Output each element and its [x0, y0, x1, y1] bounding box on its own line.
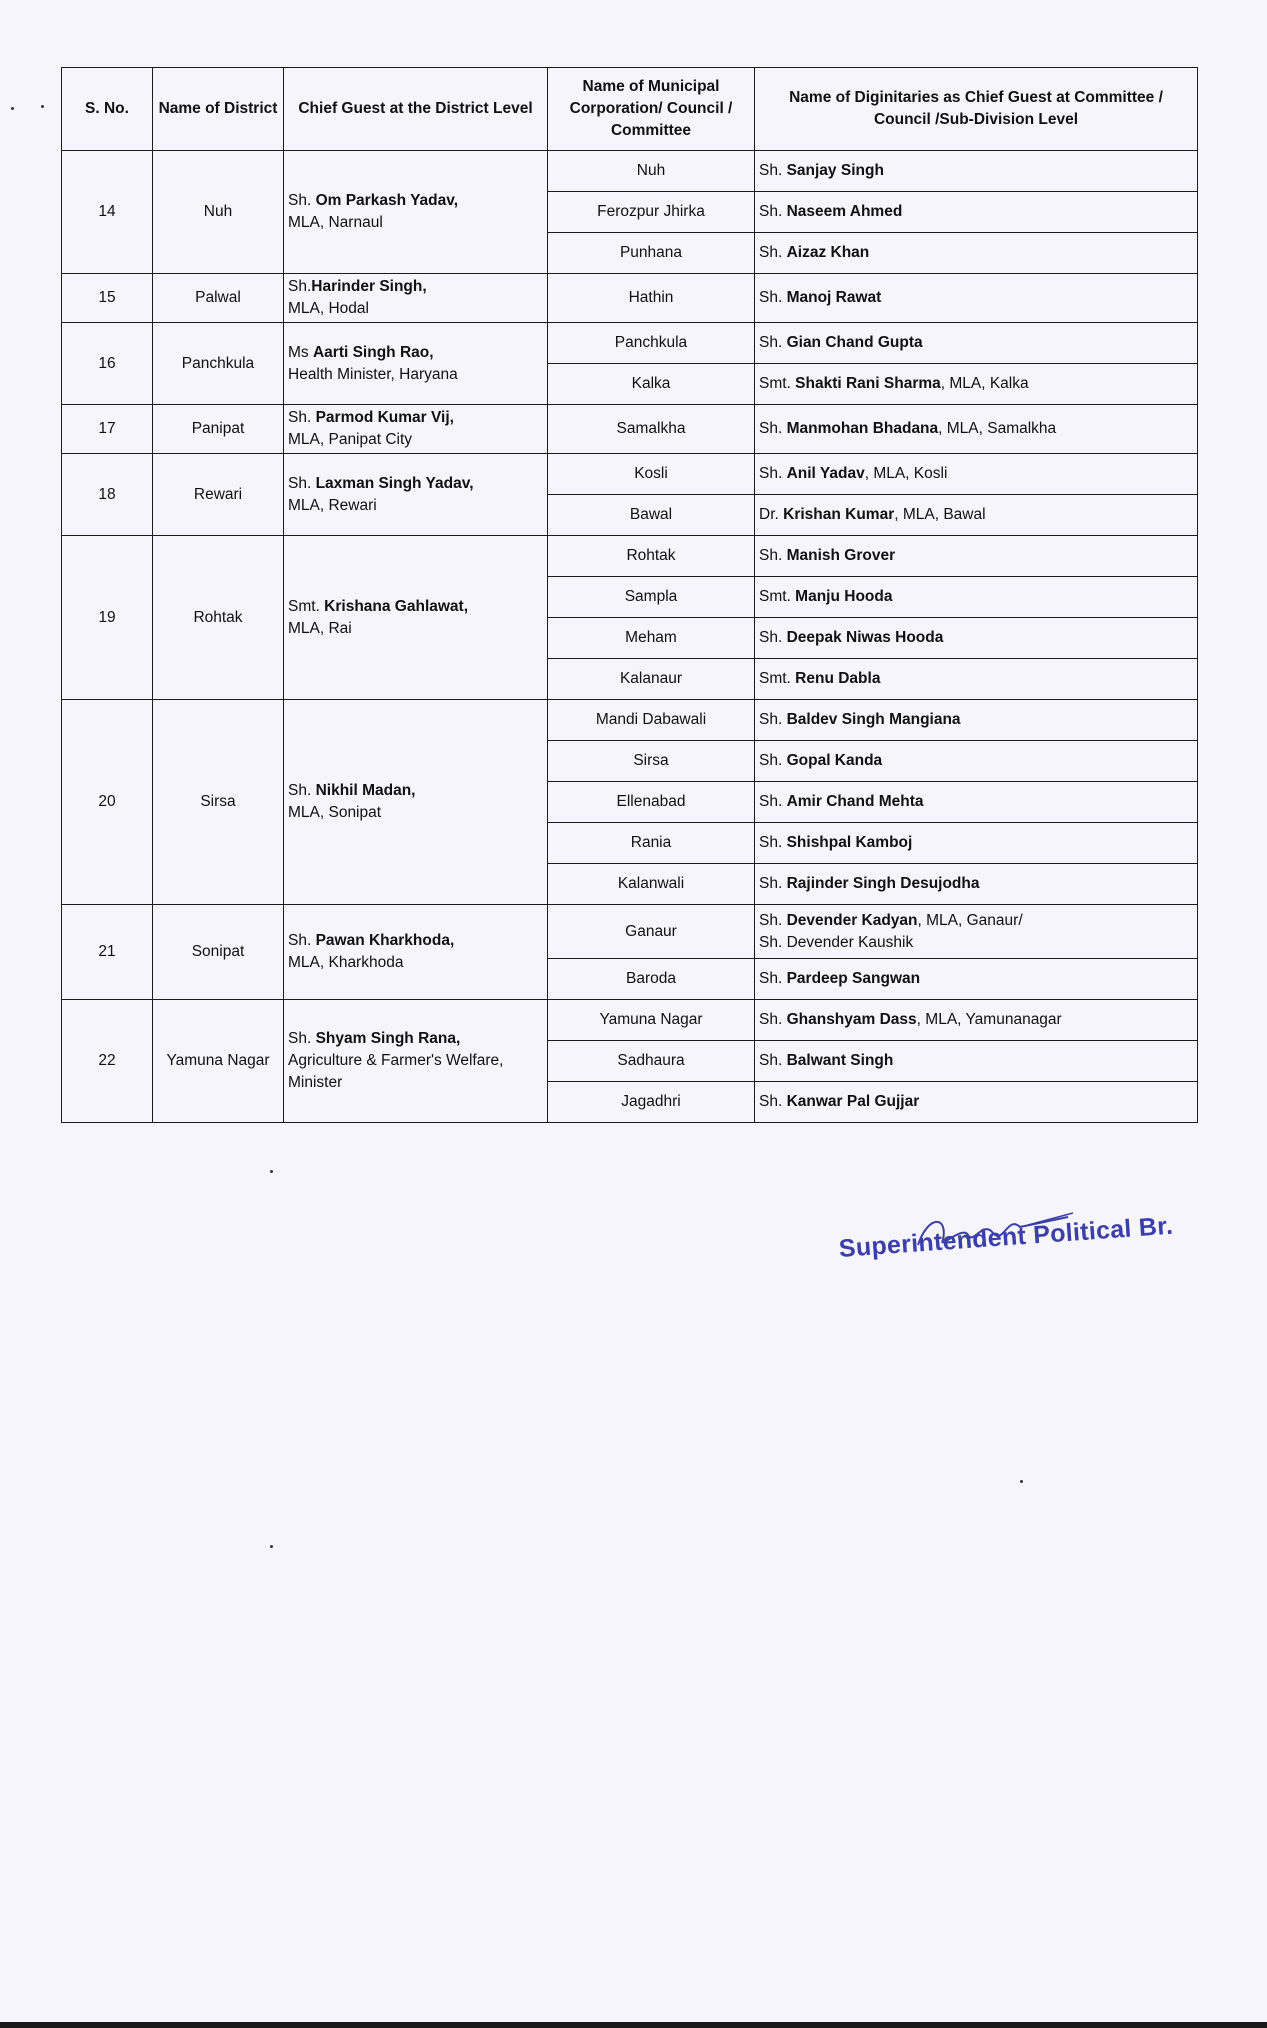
dignitary-suffix: , MLA, Kosli — [864, 465, 948, 482]
scan-speck — [270, 1170, 273, 1173]
guest-name: Aarti Singh Rao, — [312, 343, 434, 361]
dignitary — [755, 959, 1198, 1000]
committee-name: Ellenabad — [548, 782, 755, 823]
district-name: Panchkula — [153, 323, 284, 405]
committee-name: Samalkha — [548, 405, 755, 454]
dignitary-name: Balwant Singh — [786, 1052, 894, 1069]
dignitary — [755, 151, 1198, 192]
district-chief-guest — [284, 536, 548, 700]
committee-name: Kalka — [548, 364, 755, 405]
dignitary-name: Anil Yadav — [786, 465, 865, 482]
guest-prefix: Smt. — [288, 597, 325, 615]
serial-number: 16 — [62, 323, 153, 405]
header-district: Name of District — [153, 68, 284, 151]
signature-block — [838, 1205, 1174, 1275]
dignitary-prefix: Smt. — [759, 375, 796, 392]
scan-speck — [270, 1545, 273, 1548]
dignitary-prefix: Sh. — [759, 911, 787, 929]
table-row — [62, 905, 1198, 959]
committee-name: Sadhaura — [548, 1041, 755, 1082]
dignitary — [755, 1000, 1198, 1041]
dignitary-prefix: Sh. — [759, 629, 787, 646]
committee-name: Kosli — [548, 454, 755, 495]
dignitary-prefix: Sh. — [759, 334, 787, 351]
dignitary-name: Renu Dabla — [795, 670, 881, 687]
dignitary-prefix: Dr. — [759, 506, 784, 523]
dignitary — [755, 577, 1198, 618]
dignitary-name: Ghanshyam Dass — [786, 1011, 917, 1028]
guest-role: MLA, Narnaul — [288, 214, 383, 231]
district-name: Panipat — [153, 405, 284, 454]
dignitary — [755, 700, 1198, 741]
guest-prefix: Sh. — [288, 1030, 316, 1047]
dignitary — [755, 1082, 1198, 1123]
committee-name: Bawal — [548, 495, 755, 536]
dignitary — [755, 741, 1198, 782]
committee-name: Baroda — [548, 959, 755, 1000]
district-name: Palwal — [153, 274, 284, 323]
dignitary-name: Krishan Kumar — [783, 506, 895, 523]
dignitary-alternate: Sh. Devender Kaushik — [759, 933, 914, 951]
guest-name: Shyam Singh Rana, — [315, 1030, 461, 1047]
guest-role: MLA, Hodal — [288, 300, 369, 317]
serial-number: 15 — [62, 274, 153, 323]
guest-prefix: Sh. — [288, 932, 316, 949]
dignitary — [755, 905, 1198, 959]
guest-role: Agriculture & Farmer's Welfare, Minister — [288, 1052, 504, 1091]
dignitary — [755, 454, 1198, 495]
district-chief-guest — [284, 405, 548, 454]
dignitary-prefix: Sh. — [759, 793, 787, 810]
dignitary-name: Kanwar Pal Gujjar — [786, 1093, 920, 1110]
header-sno: S. No. — [62, 68, 153, 151]
dignitary-name: Baldev Singh Mangiana — [786, 711, 961, 728]
dignitary-prefix: Sh. — [759, 834, 787, 851]
dignitary-prefix: Sh. — [759, 420, 787, 437]
serial-number: 20 — [62, 700, 153, 905]
district-name: Rewari — [153, 454, 284, 536]
dignitary-name: Manoj Rawat — [786, 289, 882, 306]
district-chief-guest — [284, 323, 548, 405]
table-row — [62, 274, 1198, 323]
committee-name: Rohtak — [548, 536, 755, 577]
guest-role: MLA, Rewari — [288, 496, 377, 514]
table-row — [62, 151, 1198, 192]
dignitary — [755, 864, 1198, 905]
committee-name: Nuh — [548, 151, 755, 192]
committee-name: Mandi Dabawali — [548, 700, 755, 741]
dignitary-name: Gopal Kanda — [786, 752, 883, 769]
serial-number: 21 — [62, 905, 153, 1000]
dignitary-prefix: Sh. — [759, 203, 787, 220]
guest-role: Health Minister, Haryana — [288, 365, 458, 383]
scan-edge — [0, 2022, 1267, 2028]
serial-number: 18 — [62, 454, 153, 536]
committee-name: Yamuna Nagar — [548, 1000, 755, 1041]
scan-speck — [41, 105, 44, 108]
guest-prefix: Sh. — [288, 474, 316, 492]
dignitary-suffix: , MLA, Samalkha — [938, 420, 1057, 437]
district-chief-guest — [284, 151, 548, 274]
table-row — [62, 1000, 1198, 1041]
guest-prefix: Sh. — [288, 782, 316, 799]
serial-number: 22 — [62, 1000, 153, 1123]
header-chief-guest: Chief Guest at the District Level — [284, 68, 548, 151]
district-chief-guest — [284, 1000, 548, 1123]
guest-prefix: Sh. — [288, 278, 312, 295]
guest-role: MLA, Kharkhoda — [288, 954, 404, 971]
dignitary-prefix: Sh. — [759, 244, 787, 261]
dignitary — [755, 823, 1198, 864]
dignitary-name: Aizaz Khan — [786, 244, 870, 261]
dignitary-name: Rajinder Singh Desujodha — [786, 875, 980, 892]
dignitary-prefix: Smt. — [759, 588, 796, 605]
district-chief-guest — [284, 274, 548, 323]
dignitary-prefix: Sh. — [759, 752, 787, 769]
district-name: Nuh — [153, 151, 284, 274]
dignitary-prefix: Sh. — [759, 289, 787, 306]
serial-number: 17 — [62, 405, 153, 454]
committee-name: Punhana — [548, 233, 755, 274]
district-chief-guest — [284, 905, 548, 1000]
dignitary-prefix: Sh. — [759, 1052, 787, 1069]
dignitary-name: Amir Chand Mehta — [786, 793, 924, 810]
committee-name: Kalanwali — [548, 864, 755, 905]
district-name: Rohtak — [153, 536, 284, 700]
dignitary-prefix: Sh. — [759, 1093, 787, 1110]
district-name: Sirsa — [153, 700, 284, 905]
guest-role: MLA, Rai — [288, 619, 352, 637]
committee-name: Sirsa — [548, 741, 755, 782]
dignitary-name: Pardeep Sangwan — [786, 970, 921, 987]
committee-name: Panchkula — [548, 323, 755, 364]
dignitary-prefix: Sh. — [759, 162, 787, 179]
dignitary-prefix: Sh. — [759, 875, 787, 892]
dignitary-prefix: Sh. — [759, 1011, 787, 1028]
dignitary-name: Sanjay Singh — [786, 162, 884, 179]
dignitary-name: Manmohan Bhadana — [786, 420, 939, 437]
guest-name: Harinder Singh, — [311, 278, 427, 295]
dignitary-prefix: Smt. — [759, 670, 796, 687]
dignitary — [755, 782, 1198, 823]
district-name: Yamuna Nagar — [153, 1000, 284, 1123]
district-name: Sonipat — [153, 905, 284, 1000]
header-dignitaries: Name of Diginitaries as Chief Guest at Committee / Council /Sub-Division Level — [755, 68, 1198, 151]
committee-name: Rania — [548, 823, 755, 864]
dignitary — [755, 233, 1198, 274]
guest-name: Nikhil Madan, — [315, 782, 416, 799]
table-row — [62, 454, 1198, 495]
committee-name: Ferozpur Jhirka — [548, 192, 755, 233]
table-row — [62, 536, 1198, 577]
header-committee: Name of Municipal Corporation/ Council / Committee — [548, 68, 755, 151]
dignitary — [755, 364, 1198, 405]
dignitary-name: Manish Grover — [786, 547, 896, 564]
dignitary-name: Naseem Ahmed — [786, 203, 903, 220]
district-chief-guest — [284, 700, 548, 905]
table-row — [62, 323, 1198, 364]
dignitary — [755, 495, 1198, 536]
dignitary-prefix: Sh. — [759, 970, 787, 987]
guest-prefix: Ms — [288, 343, 313, 361]
district-chief-guest — [284, 454, 548, 536]
scan-speck — [1020, 1480, 1023, 1483]
dignitary-name: Devender Kadyan — [786, 911, 918, 929]
scan-speck — [11, 107, 14, 110]
chief-guest-table — [61, 67, 1198, 1123]
dignitary-name: Shishpal Kamboj — [786, 834, 913, 851]
committee-name: Ganaur — [548, 905, 755, 959]
dignitary-name: Gian Chand Gupta — [786, 334, 923, 351]
guest-name: Pawan Kharkhoda, — [315, 932, 455, 949]
committee-name: Meham — [548, 618, 755, 659]
dignitary-suffix: , MLA, Ganaur/ — [917, 911, 1023, 929]
guest-name: Krishana Gahlawat, — [324, 597, 469, 615]
serial-number: 19 — [62, 536, 153, 700]
committee-name: Sampla — [548, 577, 755, 618]
guest-role: MLA, Panipat City — [288, 431, 413, 448]
dignitary — [755, 323, 1198, 364]
dignitary-prefix: Sh. — [759, 547, 787, 564]
dignitary — [755, 192, 1198, 233]
committee-name: Hathin — [548, 274, 755, 323]
guest-prefix: Sh. — [288, 409, 316, 426]
guest-name: Laxman Singh Yadav, — [315, 474, 474, 492]
dignitary-prefix: Sh. — [759, 465, 787, 482]
guest-role: MLA, Sonipat — [288, 804, 382, 821]
dignitary-prefix: Sh. — [759, 711, 787, 728]
dignitary — [755, 274, 1198, 323]
guest-prefix: Sh. — [288, 192, 316, 209]
dignitary — [755, 1041, 1198, 1082]
dignitary-name: Manju Hooda — [795, 588, 893, 605]
dignitary-suffix: , MLA, Kalka — [940, 375, 1029, 392]
dignitary-name: Deepak Niwas Hooda — [786, 629, 944, 646]
signature-designation: Superintendent Political Br. — [838, 1211, 1174, 1263]
table-header-row — [62, 68, 1198, 151]
table-body — [62, 151, 1198, 1123]
committee-name: Jagadhri — [548, 1082, 755, 1123]
dignitary — [755, 618, 1198, 659]
dignitary — [755, 405, 1198, 454]
table-row — [62, 405, 1198, 454]
serial-number: 14 — [62, 151, 153, 274]
dignitary-suffix: , MLA, Bawal — [894, 506, 986, 523]
dignitary-suffix: , MLA, Yamunanagar — [916, 1011, 1062, 1028]
guest-name: Parmod Kumar Vij, — [315, 409, 454, 426]
committee-name: Kalanaur — [548, 659, 755, 700]
dignitary — [755, 659, 1198, 700]
guest-name: Om Parkash Yadav, — [315, 192, 459, 209]
dignitary-name: Shakti Rani Sharma — [795, 375, 941, 392]
table-row — [62, 700, 1198, 741]
dignitary — [755, 536, 1198, 577]
